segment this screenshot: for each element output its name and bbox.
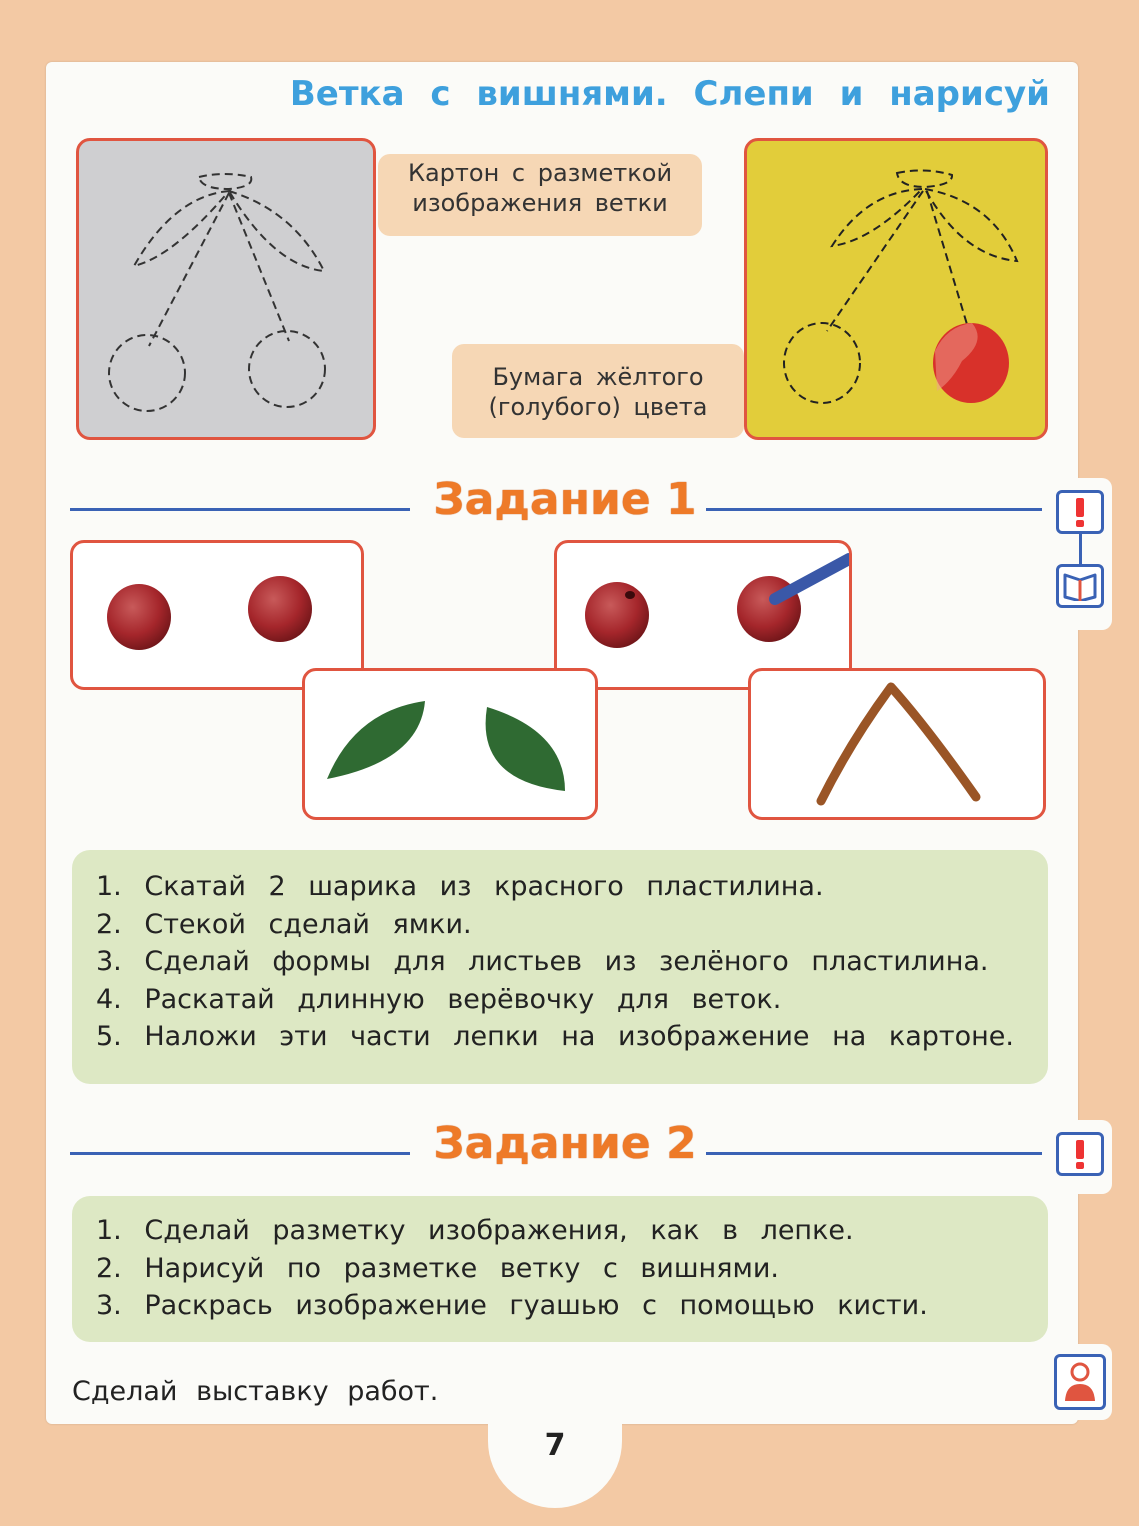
- task2-header: [70, 1118, 1060, 1188]
- page-title: Ветка с вишнями. Слепи и нарисуй: [289, 74, 1050, 114]
- page-number: 7: [544, 1428, 566, 1463]
- task1-step: 2. Стекой сделай ямки.: [96, 908, 472, 940]
- task2-heading: Задание 2: [433, 1118, 697, 1169]
- cardboard-template-photo: [76, 138, 376, 440]
- open-book-icon: [1056, 564, 1104, 608]
- exhibition-instruction: Сделай выставку работ.: [72, 1376, 439, 1407]
- twig-rope-photo: [748, 668, 1046, 820]
- cardboard-note: [378, 154, 702, 236]
- exclamation-icon: [1056, 490, 1104, 534]
- task1-steps-list: [96, 868, 1048, 1056]
- task1-step: 3. Сделай формы для листьев из зелёного пластилина.: [96, 946, 989, 977]
- leaves-photo: [302, 668, 598, 820]
- task1-header: [70, 474, 1060, 544]
- task2-step: 3. Раскрась изображение гуашью с помощью кисти.: [96, 1290, 928, 1321]
- task1-step: 1. Скатай 2 шарика из красного пластилина.: [96, 871, 824, 902]
- icon-connector: [1079, 534, 1082, 564]
- cardboard-note-line-1: Картон с разметкой: [407, 159, 673, 187]
- exclamation-icon: [1056, 1132, 1104, 1176]
- task1-step: 4. Раскатай длинную верёвочку для веток.: [96, 983, 782, 1015]
- cardboard-note-line-2: изображения ветки: [412, 189, 668, 217]
- person-icon: [1054, 1354, 1106, 1410]
- task2-step: 1. Сделай разметку изображения, как в лепке.: [96, 1215, 854, 1246]
- task2-steps-panel: [72, 1196, 1048, 1342]
- yellow-paper-photo: [744, 138, 1048, 440]
- task1-step: 5. Наложи эти части лепки на изображение на картоне.: [96, 1021, 1014, 1052]
- task1-heading: Задание 1: [433, 474, 697, 525]
- paper-note-line-2: (голубого) цвета: [488, 393, 708, 421]
- paper-note: [452, 344, 744, 438]
- task2-steps-list: [96, 1212, 1048, 1325]
- cherry-outline-yellow-drawing: [747, 141, 1045, 437]
- paper-note-line-1: Бумага жёлтого: [492, 363, 704, 391]
- task2-step: 2. Нарисуй по разметке ветку с вишнями.: [96, 1252, 779, 1284]
- task1-steps-panel: [72, 850, 1048, 1084]
- cherry-outline-drawing: [79, 141, 373, 437]
